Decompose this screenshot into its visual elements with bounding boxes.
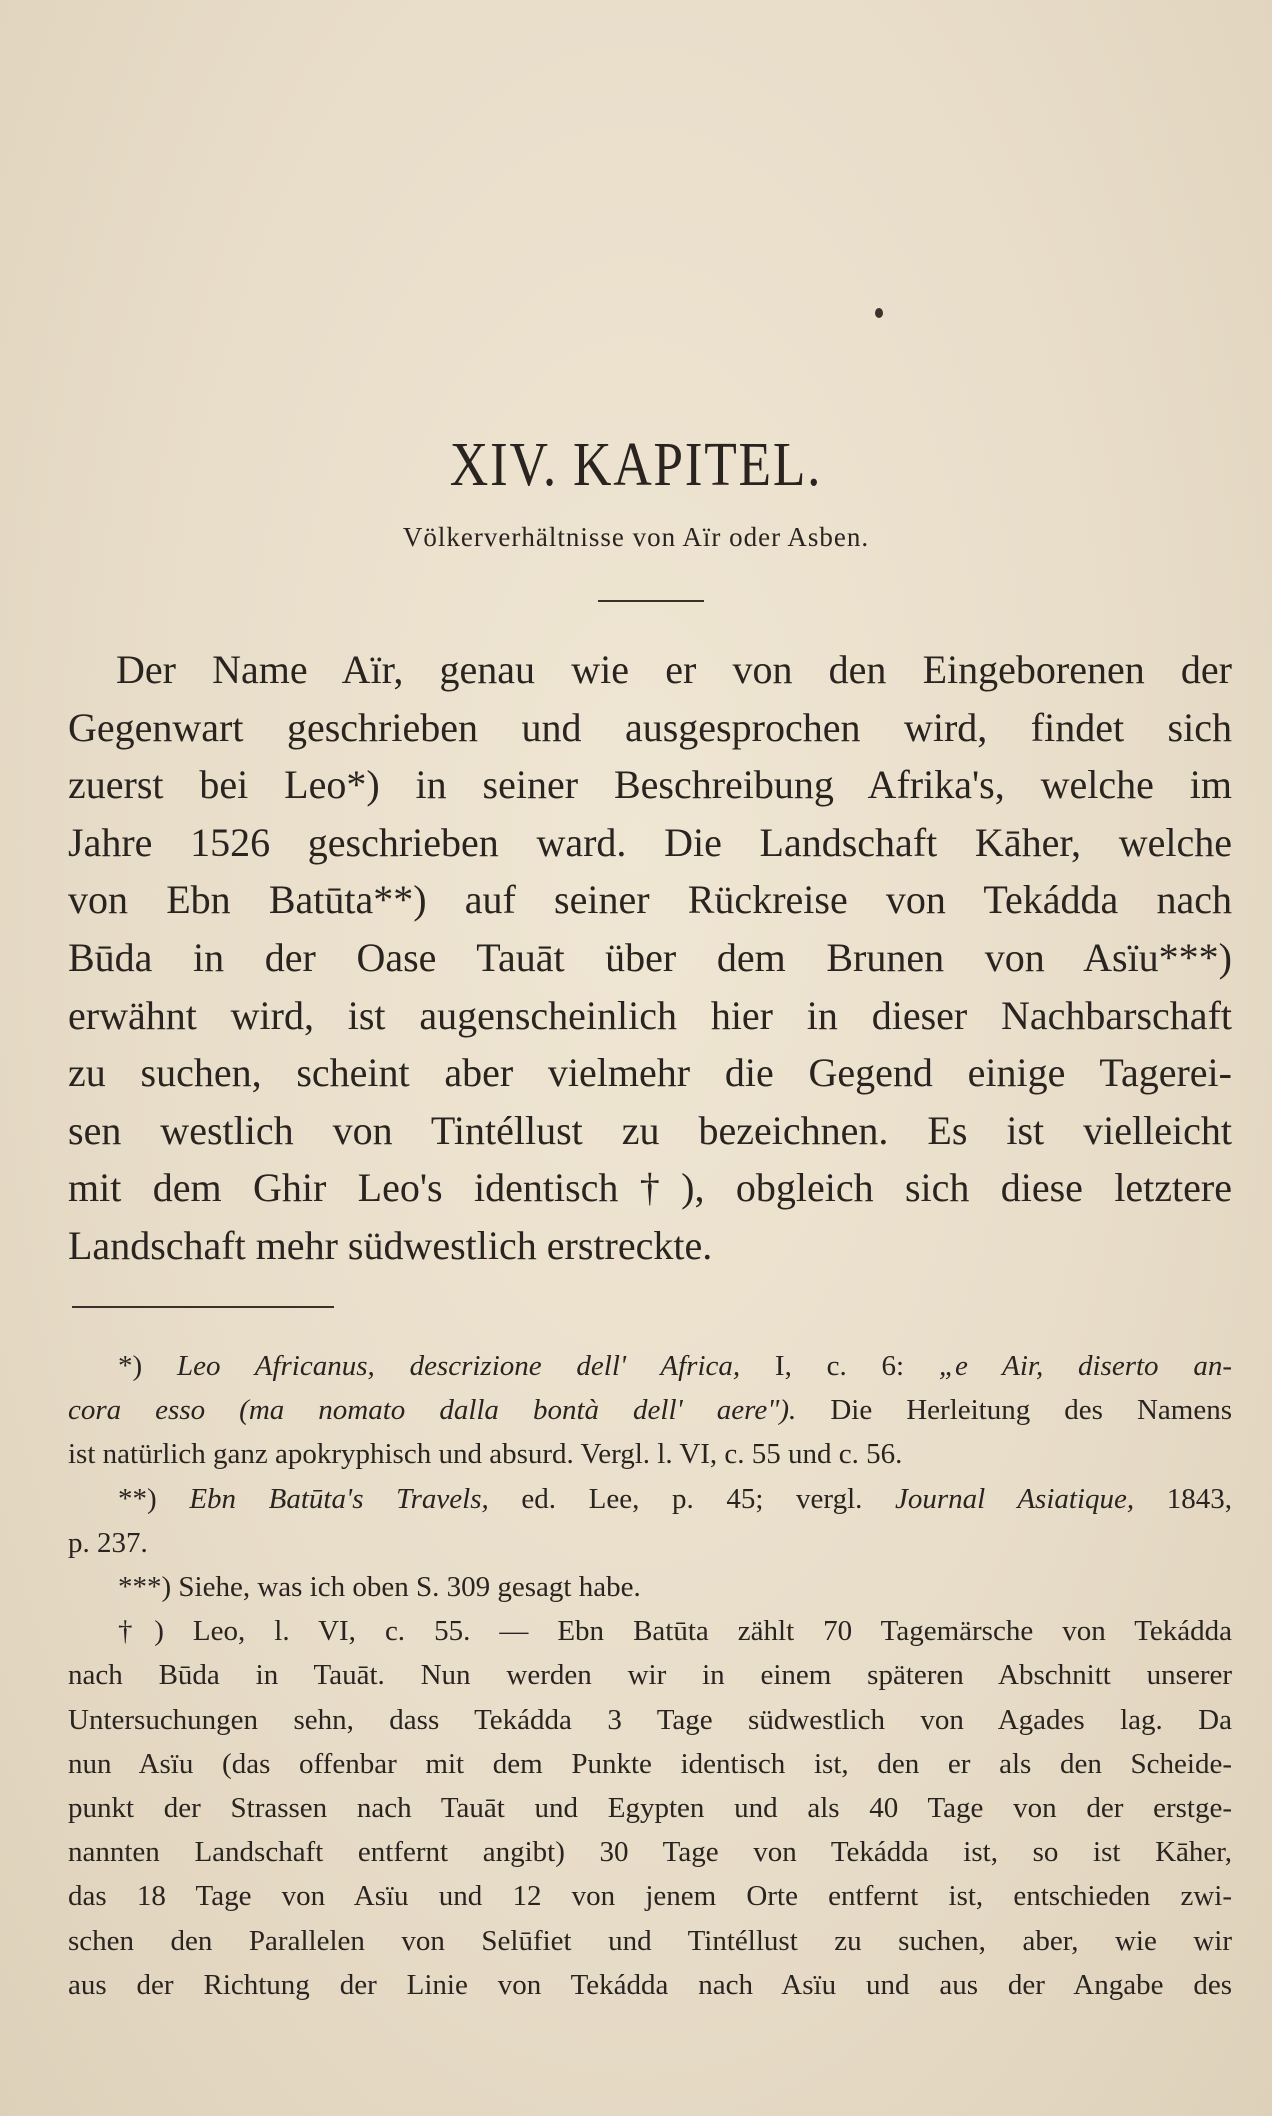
body-line: Jahre 1526 geschrieben ward. Die Landschaft Kāher, welche: [68, 819, 1232, 865]
footnote-author: Leo Africanus,: [176, 1350, 375, 1382]
body-paragraph: [68, 641, 1232, 1275]
footnote-divider: [72, 1306, 334, 1308]
body-line: Der Name Aïr, genau wie er von den Eingeborenen der: [116, 647, 1232, 692]
footnote-line: schen den Parallelen von Selūfiet und Tintéllust zu suchen, aber, wie wir: [68, 1924, 1232, 1957]
footnote-line: ***) Siehe, was ich oben S. 309 gesagt habe.: [118, 1571, 641, 1604]
footnote-line: †) Leo, l. VI, c. 55. — Ebn Batūta zählt 70 Tagemärsche von Tekádda: [118, 1615, 1232, 1648]
body-line: zu suchen, scheint aber vielmehr die Gegend einige Tagerei-: [68, 1050, 1232, 1096]
footnote-quote: „e Air, diserto an-: [938, 1350, 1233, 1382]
title-divider: [598, 600, 704, 602]
body-line: erwähnt wird, ist augenscheinlich hier in dieser Nachbarschaft: [68, 992, 1232, 1038]
ink-dot-mark: [875, 308, 883, 318]
body-line: Landschaft mehr südwestlich erstreckte.: [68, 1222, 713, 1268]
footnote-line: ist natürlich ganz apokryphisch und absurd. Vergl. l. VI, c. 55 und c. 56.: [68, 1438, 903, 1471]
footnote-line: [68, 1477, 1232, 1521]
footnote-line: [68, 1388, 1232, 1432]
footnote-line: das 18 Tage von Asïu und 12 von jenem Orte entfernt ist, entschieden zwi-: [68, 1880, 1232, 1913]
chapter-subtitle: Völkerverhältnisse von Aïr oder Asben.: [402, 522, 870, 552]
footnote-text: Die Herleitung des Namens: [796, 1394, 1232, 1427]
body-line: von Ebn Batūta**) auf seiner Rückreise von Tekádda nach: [68, 877, 1232, 923]
footnote-line: [68, 1344, 1232, 1388]
footnote-line: aus der Richtung der Linie von Tekádda nach Asïu und aus der Angabe des: [68, 1968, 1232, 2001]
footnotes: [68, 1344, 1232, 2007]
footnote-line: nach Būda in Tauāt. Nun werden wir in einem späteren Abschnitt unserer: [68, 1659, 1232, 1692]
body-line: sen westlich von Tintéllust zu bezeichnen. Es ist vielleicht: [68, 1107, 1232, 1153]
chapter-title: XIV. KAPITEL.: [449, 431, 823, 499]
footnote-line: punkt der Strassen nach Tauāt und Egypten und als 40 Tage von der erstge-: [68, 1792, 1232, 1825]
footnote-line: nannten Landschaft entfernt angibt) 30 Tage von Tekádda ist, so ist Kāher,: [68, 1836, 1232, 1869]
footnote-journal-title: Journal Asiatique,: [895, 1482, 1135, 1515]
footnote-text: ed. Lee, p. 45; vergl.: [488, 1482, 896, 1515]
footnote-quote: cora esso (ma nomato dalla bontà dell' aere").: [68, 1394, 797, 1427]
footnote-work-title: descrizione dell' Africa,: [409, 1350, 741, 1382]
body-line: Gegenwart geschrieben und ausgesprochen wird, findet sich: [68, 704, 1232, 750]
footnote-work-title: Ebn Batūta's Travels,: [189, 1482, 489, 1515]
body-line: Būda in der Oase Tauāt über dem Brunen von Asïu***): [68, 934, 1232, 980]
body-line: mit dem Ghir Leo's identisch†), obgleich sich diese letztere: [68, 1165, 1232, 1211]
footnote-marker: *): [118, 1350, 143, 1382]
footnote-marker: **): [118, 1482, 157, 1515]
footnote-text: 1843,: [1134, 1482, 1233, 1515]
footnote-line: p. 237.: [68, 1526, 148, 1559]
footnote-line: Untersuchungen sehn, dass Tekádda 3 Tage südwestlich von Agades lag. Da: [68, 1703, 1232, 1736]
footnote-line: nun Asïu (das offenbar mit dem Punkte identisch ist, den er als den Scheide-: [68, 1747, 1232, 1780]
body-line: zuerst bei Leo*) in seiner Beschreibung Afrika's, welche im: [68, 762, 1232, 808]
footnote-reference: I, c. 6:: [740, 1350, 939, 1382]
